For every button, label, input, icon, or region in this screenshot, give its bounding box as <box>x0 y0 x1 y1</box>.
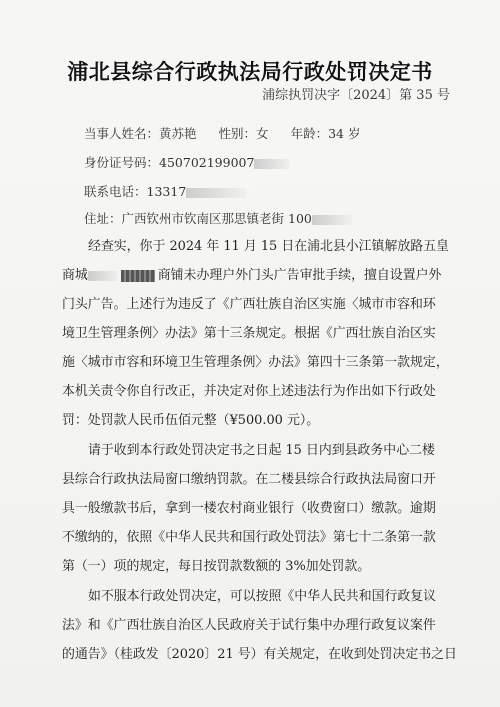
paragraph-line: 不缴纳的，依照《中华人民共和国行政处罚法》第七十二条第一款 <box>62 530 436 545</box>
party-id: 450702199007 <box>159 155 255 170</box>
redaction-mark <box>88 271 118 281</box>
redaction-mark <box>186 188 246 198</box>
party-address-row <box>84 209 352 227</box>
paragraph-line <box>62 261 442 290</box>
paragraph-line: 如不服本行政处罚决定，可以按照《中华人民共和国行政复议 <box>88 589 437 604</box>
paragraph-line: 法》和《广西壮族自治区人民政府关于试行集中办理行政复议案件 <box>62 618 436 633</box>
address-label: 住址： <box>84 211 122 226</box>
gender-label: 性别： <box>218 126 257 141</box>
age-label: 年龄： <box>290 126 329 141</box>
paragraph-line: 具一般缴款书后，拿到一楼农村商业银行（收费窗口）缴款。逾期 <box>62 501 436 516</box>
party-age: 34 岁 <box>328 126 361 141</box>
party-gender: 女 <box>256 126 269 141</box>
redaction-mark <box>254 159 290 169</box>
document-title: 浦北县综合行政执法局行政处罚决定书 <box>67 60 433 84</box>
paragraph-appeal <box>62 582 457 669</box>
paragraph-line: 经查实，你于 2024 年 11 月 15 日在浦北县小江镇解放路五皇 <box>88 239 449 254</box>
party-phone-row <box>84 182 246 200</box>
paragraph-line: 门头广告。上述行为违反了《广西壮族自治区实施〈城市市容和环 <box>62 297 436 312</box>
party-name: 黄苏艳 <box>159 126 197 141</box>
redaction-mark <box>312 215 352 225</box>
paragraph-line: 境卫生管理条例〉办法》第十三条规定。根据《广西壮族自治区实 <box>62 326 436 341</box>
party-name-row <box>84 124 360 142</box>
paragraph-line: 第（一）项的规定，每日按罚款数额的 3%加处罚款。 <box>62 559 371 574</box>
line-text: 商铺未办理户外门头广告审批手续，擅自设置户外 <box>157 268 442 283</box>
paragraph-line: 罚：处罚款人民币伍佰元整（¥500.00 元）。 <box>62 413 320 428</box>
name-label: 当事人姓名： <box>84 126 160 141</box>
line-prefix: 商城 <box>62 268 88 283</box>
party-phone: 13317 <box>146 184 187 199</box>
party-id-row <box>84 153 290 171</box>
party-address: 广西钦州市钦南区那思镇老街 100 <box>121 211 312 226</box>
id-label: 身份证号码： <box>84 155 160 170</box>
paragraph-line: 请于收到本行政处罚决定书之日起 15 日内到县政务中心二楼 <box>88 443 435 458</box>
phone-label: 联系电话： <box>84 184 147 199</box>
paragraph-payment <box>62 436 442 581</box>
paragraph-line: 的通告》（桂政发〔2020〕21 号）有关规定，在收到处罚决定书之日 <box>62 647 457 662</box>
paragraph-facts <box>62 232 449 435</box>
document-number: 浦综执罚决字〔2024〕第 35 号 <box>262 88 450 103</box>
paragraph-line: 县综合行政执法局窗口缴纳罚款。在二楼县综合行政执法局窗口开 <box>62 472 436 487</box>
paragraph-line: 本机关责令你自行改正，并决定对你上述违法行为作出如下行政处 <box>62 384 436 399</box>
paragraph-line: 施〈城市市容和环境卫生管理条例〉办法》第四十三条第一款规定， <box>62 355 449 370</box>
redaction-blot <box>121 270 155 282</box>
